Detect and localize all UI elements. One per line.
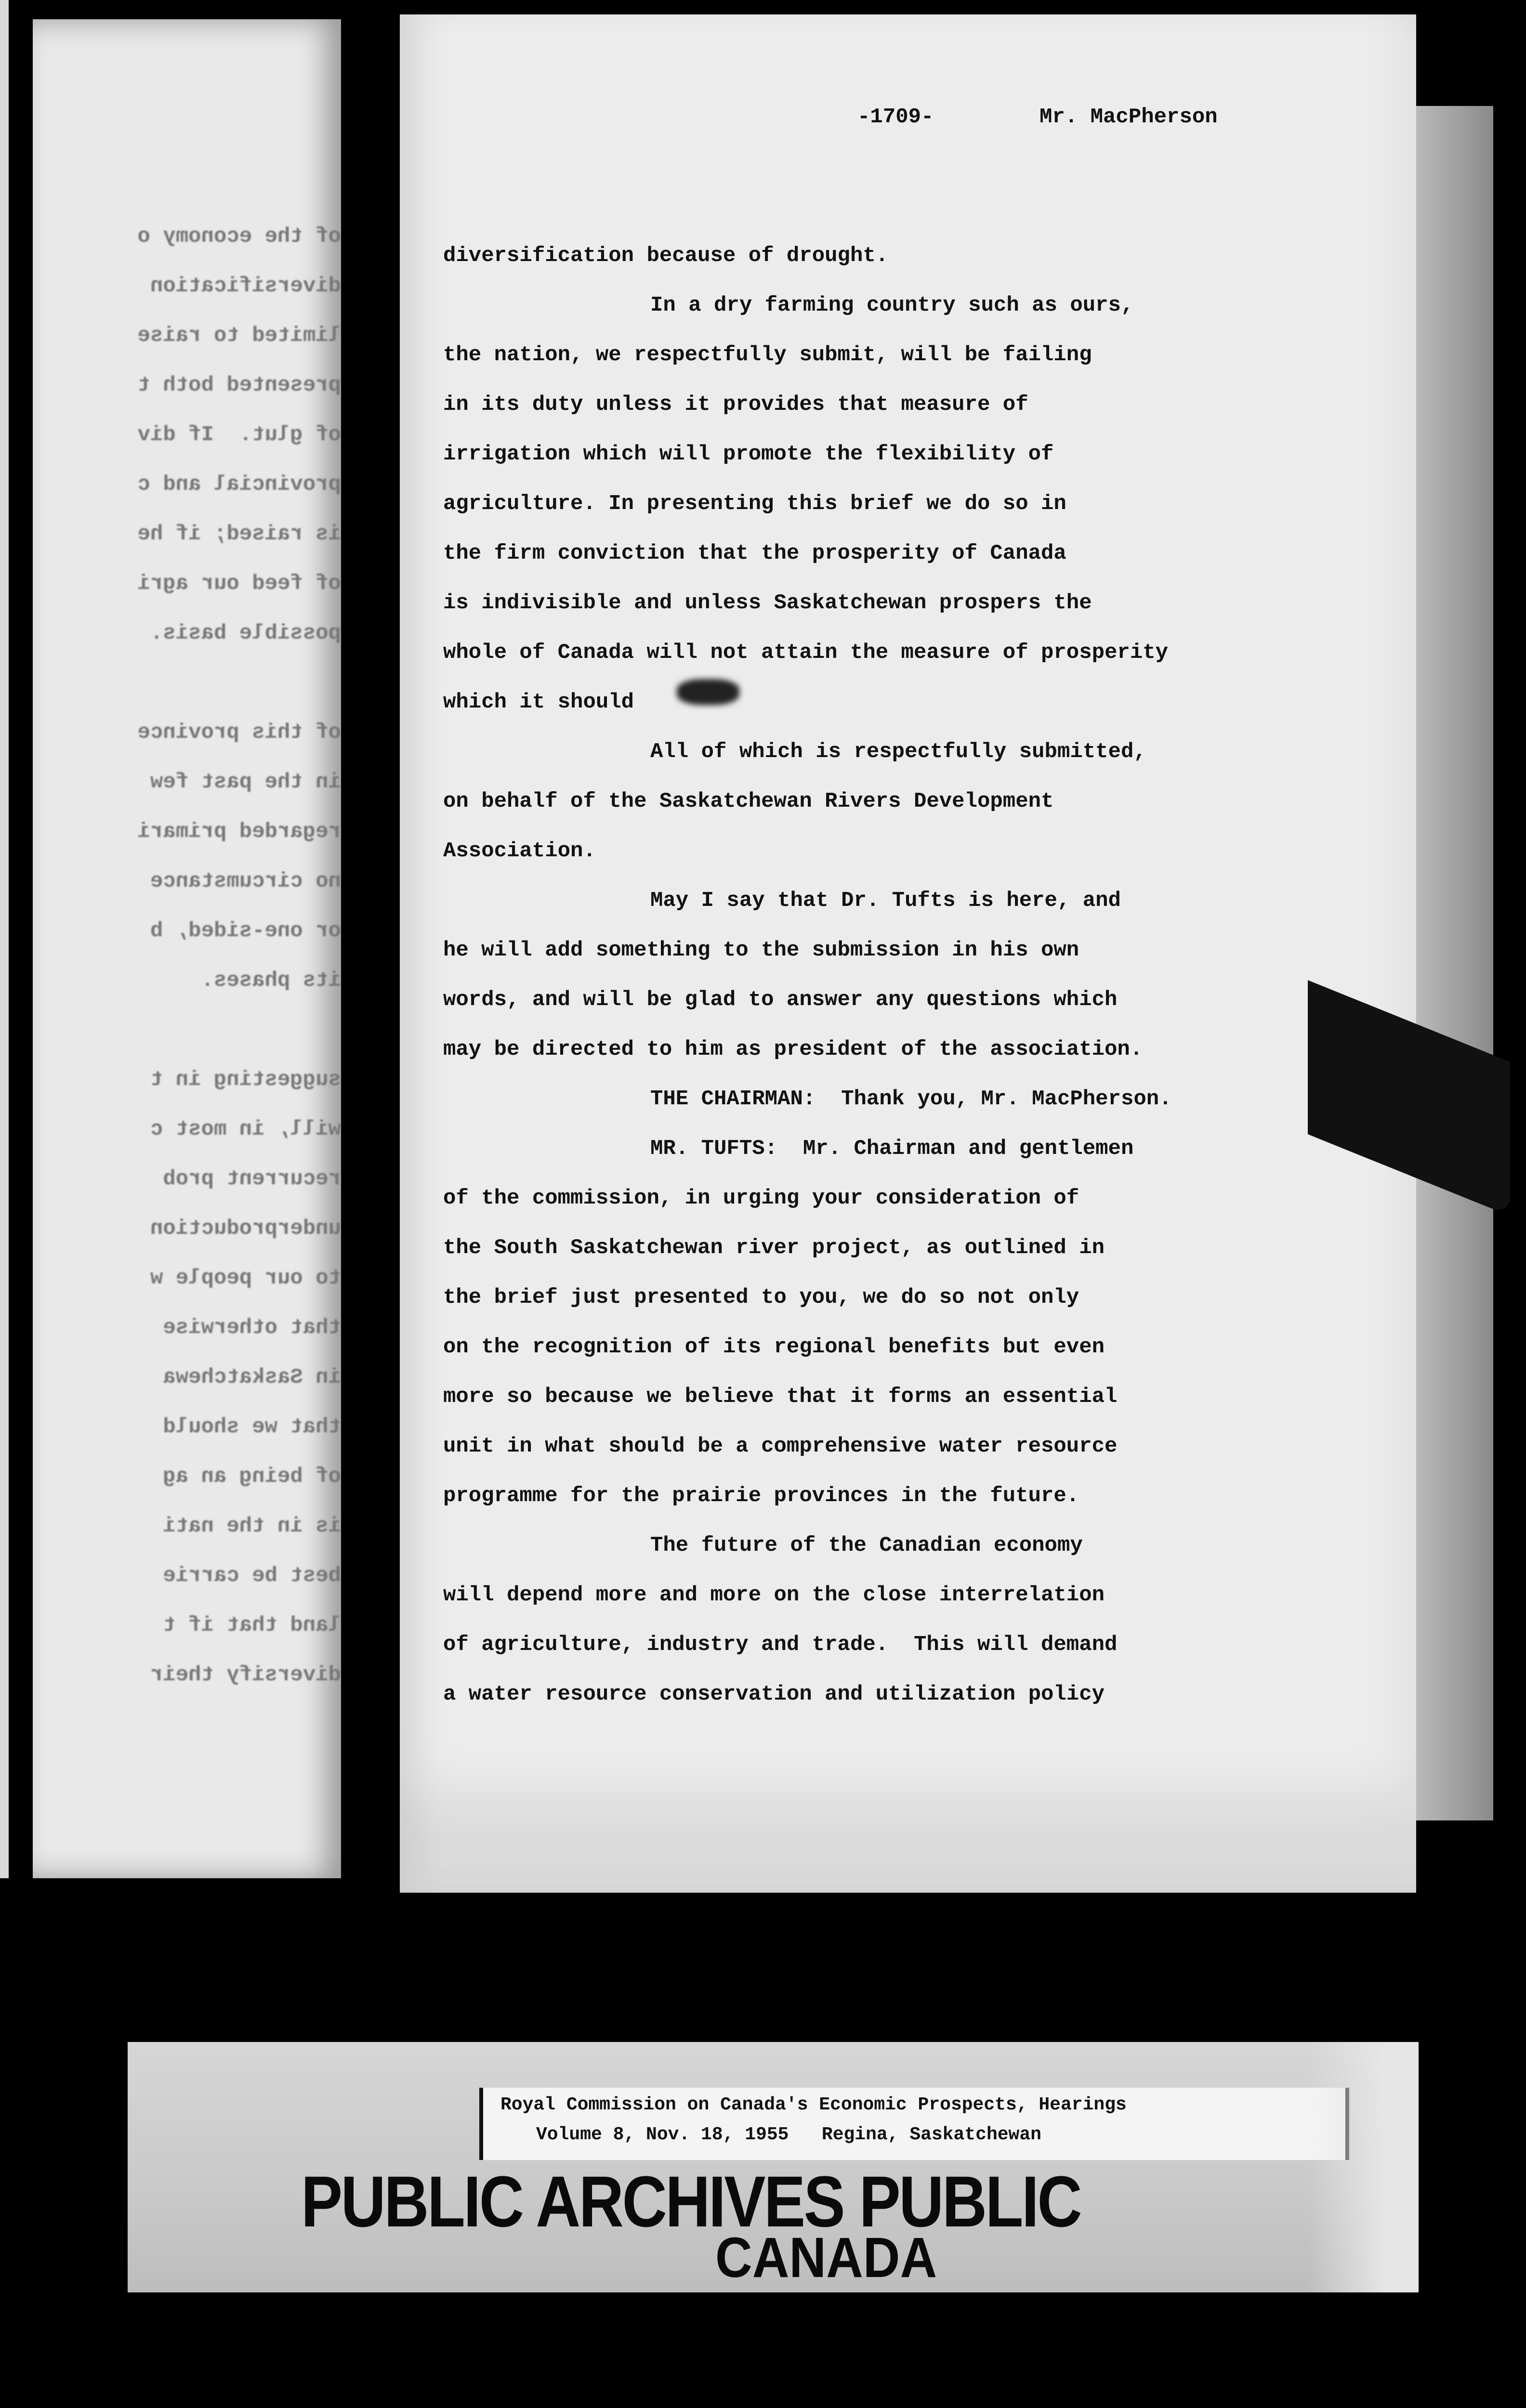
- transcript-line: the brief just presented to you, we do so not only: [443, 1285, 1079, 1309]
- transcript-line: of the commission, in urging your consideration of: [443, 1186, 1079, 1210]
- bleed-line: its phases.: [201, 968, 341, 993]
- transcript-line: the nation, we respectfully submit, will be failing: [443, 343, 1092, 367]
- bleed-line: will, in most c: [150, 1117, 341, 1141]
- bleed-line: to our people w: [150, 1266, 341, 1290]
- transcript-line: will depend more and more on the close interrelation: [443, 1583, 1105, 1607]
- transcript-line: words, and will be glad to answer any questions which: [443, 988, 1118, 1012]
- transcript-line: on the recognition of its regional benefits but even: [443, 1335, 1105, 1359]
- citation-line-2: Volume 8, Nov. 18, 1955 Regina, Saskatchewan: [536, 2124, 1041, 2145]
- transcript-body: [443, 231, 1310, 1719]
- transcript-line: irrigation which will promote the flexibility of: [443, 442, 1054, 466]
- bleed-line: of the economy o: [137, 224, 341, 249]
- bleed-line: possible basis.: [150, 621, 341, 645]
- ink-smudge: [677, 679, 739, 705]
- bleed-line: underproduction: [150, 1217, 341, 1241]
- bleed-line: is raised; if he: [137, 522, 341, 546]
- transcript-line: on behalf of the Saskatchewan Rivers Development: [443, 789, 1054, 813]
- citation-card: [479, 2088, 1349, 2160]
- bleed-line: in Saskatchewa: [163, 1365, 341, 1389]
- transcript-line: a water resource conservation and utilization policy: [443, 1682, 1105, 1706]
- speaker-header: Mr. MacPherson: [1039, 105, 1218, 129]
- transcript-line: May I say that Dr. Tufts is here, and: [650, 889, 1121, 913]
- next-page-edge: [1411, 106, 1493, 1820]
- bleed-line: in the past few: [150, 770, 341, 794]
- transcript-line: In a dry farming country such as ours,: [650, 293, 1134, 317]
- transcript-line: The future of the Canadian economy: [650, 1533, 1083, 1557]
- previous-page: [33, 19, 341, 1878]
- bleed-line: land that if t: [163, 1613, 341, 1637]
- bleed-line: no circumstance: [150, 869, 341, 893]
- transcript-line: whole of Canada will not attain the measure of prosperity: [443, 641, 1169, 665]
- bleed-line: presented both t: [137, 373, 341, 397]
- transcript-line: in its duty unless it provides that measure of: [443, 393, 1028, 417]
- bleed-line: diversify their: [150, 1663, 341, 1687]
- transcript-line: the South Saskatchewan river project, as outlined in: [443, 1236, 1105, 1260]
- archive-label-strip: [128, 2042, 1419, 2292]
- bleed-line: of being an ag: [163, 1465, 341, 1489]
- bleed-line: provincial and c: [137, 472, 341, 497]
- archives-stamp: PUBLIC ARCHIVES PUBLIC: [301, 2161, 1081, 2242]
- transcript-line: THE CHAIRMAN: Thank you, Mr. MacPherson.: [650, 1087, 1172, 1111]
- transcript-line: All of which is respectfully submitted,: [650, 740, 1146, 764]
- transcript-line: of agriculture, industry and trade. This will demand: [443, 1633, 1118, 1657]
- transcript-line: is indivisible and unless Saskatchewan prospers the: [443, 591, 1092, 615]
- page-edge: [0, 0, 9, 1878]
- transcript-line: agriculture. In presenting this brief we do so in: [443, 492, 1066, 516]
- transcript-line: Association.: [443, 839, 596, 863]
- transcript-line: unit in what should be a comprehensive water resource: [443, 1434, 1118, 1458]
- bleed-line: regarded primari: [137, 820, 341, 844]
- strip-fade: [1308, 2042, 1419, 2292]
- transcript-line: MR. TUFTS: Mr. Chairman and gentlemen: [650, 1137, 1134, 1161]
- transcript-line: the firm conviction that the prosperity of Canada: [443, 541, 1066, 565]
- bleed-line: suggesting in t: [150, 1068, 341, 1092]
- bleed-line: of this province: [137, 720, 341, 745]
- transcript-line: may be directed to him as president of the association.: [443, 1037, 1143, 1061]
- transcript-line: he will add something to the submission in his own: [443, 938, 1079, 962]
- bleed-line: that we should: [163, 1415, 341, 1439]
- page-number: -1709-: [857, 105, 934, 129]
- bleed-line: limited to raise: [137, 324, 341, 348]
- bleed-line: best be carrie: [163, 1564, 341, 1588]
- bleed-line: of glut. If div: [137, 423, 341, 447]
- bleed-line: that otherwise: [163, 1316, 341, 1340]
- bleed-line: [52, 658, 341, 708]
- bleed-line: recurrent prob: [163, 1167, 341, 1191]
- bleed-line: [52, 1006, 341, 1055]
- transcript-line: more so because we believe that it forms an essential: [443, 1385, 1118, 1409]
- bleed-line: or one-sided, b: [150, 919, 341, 943]
- bleed-line: of feed our agri: [137, 572, 341, 596]
- transcript-line: which it should: [443, 690, 634, 714]
- bleed-line: is in the nati: [163, 1514, 341, 1538]
- bleed-line: diversification: [150, 274, 341, 298]
- bleed-through-text: [52, 212, 341, 1700]
- citation-line-1: Royal Commission on Canada's Economic Prospects, Hearings: [500, 2094, 1127, 2115]
- transcript-line: diversification because of drought.: [443, 244, 889, 268]
- archives-country: CANADA: [715, 2226, 937, 2290]
- transcript-line: programme for the prairie provinces in the future.: [443, 1484, 1079, 1508]
